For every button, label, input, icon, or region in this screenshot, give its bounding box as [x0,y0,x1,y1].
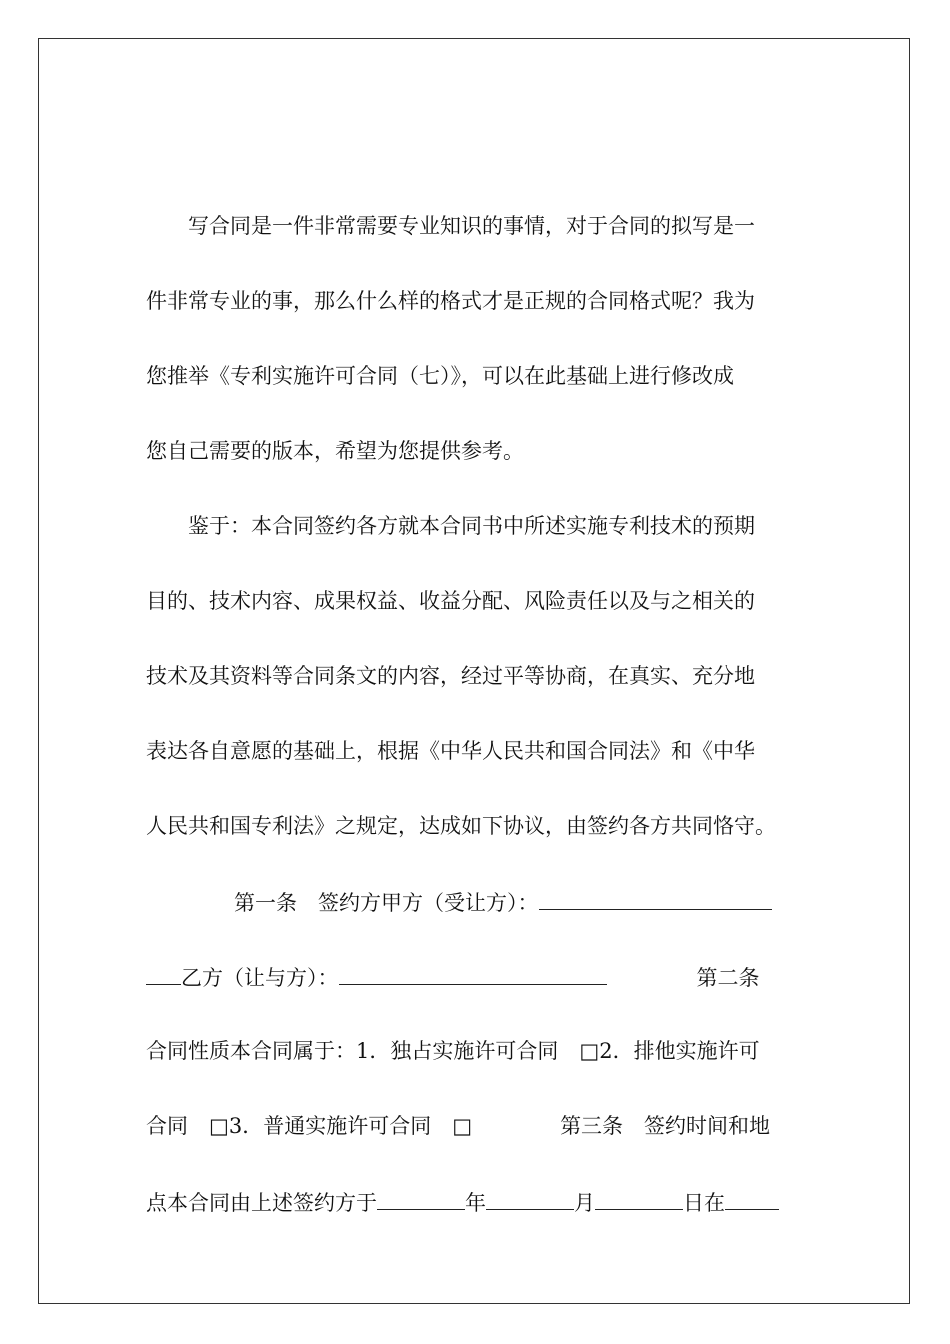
intro-line-3: 您推举《专利实施许可合同（七）》，可以在此基础上进行修改成 [146,364,734,388]
party-b-line [146,962,806,992]
party-b-label: 乙方（让与方）： [181,966,339,990]
intro-line-1: 写合同是一件非常需要专业知识的事情，对于合同的拟写是一 [188,214,755,238]
article2-text-c: 合同 [146,1114,209,1138]
article1-line [146,887,806,917]
preamble-line-1: 鉴于：本合同签约各方就本合同书中所述实施专利技术的预期 [188,514,755,538]
month-label: 月 [574,1191,595,1215]
day-label: 日在 [683,1191,725,1215]
article3-text-a: 点本合同由上述签约方于 [146,1191,377,1215]
article2-text-d: 3．普通实施许可合同 [228,1114,453,1138]
place-blank[interactable] [725,1187,779,1210]
intro-line-4: 您自己需要的版本，希望为您提供参考。 [146,439,524,463]
article3-line [146,1187,806,1217]
article2-line-2 [146,1112,806,1140]
exclusive-checkbox[interactable]: □ [579,1039,600,1063]
article2-heading: 第二条 [696,966,760,990]
article2-text-b: 2．排他实施许可 [599,1039,760,1063]
preamble-line-5: 人民共和国专利法》之规定，达成如下协议，由签约各方共同恪守。 [146,814,776,838]
year-label: 年 [465,1191,486,1215]
article1-heading: 第一条 签约方甲方（受让方）： [234,891,539,915]
day-blank[interactable] [595,1187,683,1210]
party-a-blank[interactable] [539,887,772,910]
preamble-line-3: 技术及其资料等合同条文的内容，经过平等协商，在真实、充分地 [146,664,755,688]
intro-line-2: 件非常专业的事，那么什么样的格式才是正规的合同格式呢？我为 [146,289,755,313]
preamble-line-4: 表达各自意愿的基础上，根据《中华人民共和国合同法》和《中华 [146,739,755,763]
article2-line-1 [146,1037,806,1065]
preamble-line-2: 目的、技术内容、成果权益、收益分配、风险责任以及与之相关的 [146,589,755,613]
year-blank[interactable] [377,1187,465,1210]
general-checkbox[interactable]: □ [452,1114,473,1138]
article2-text-a: 合同性质本合同属于：1．独占实施许可合同 [146,1039,580,1063]
sole-checkbox[interactable]: □ [209,1114,229,1138]
party-b-blank[interactable] [339,962,607,985]
party-a-blank-cont[interactable] [146,962,181,985]
month-blank[interactable] [486,1187,574,1210]
article3-heading: 第三条 签约时间和地 [560,1114,771,1138]
